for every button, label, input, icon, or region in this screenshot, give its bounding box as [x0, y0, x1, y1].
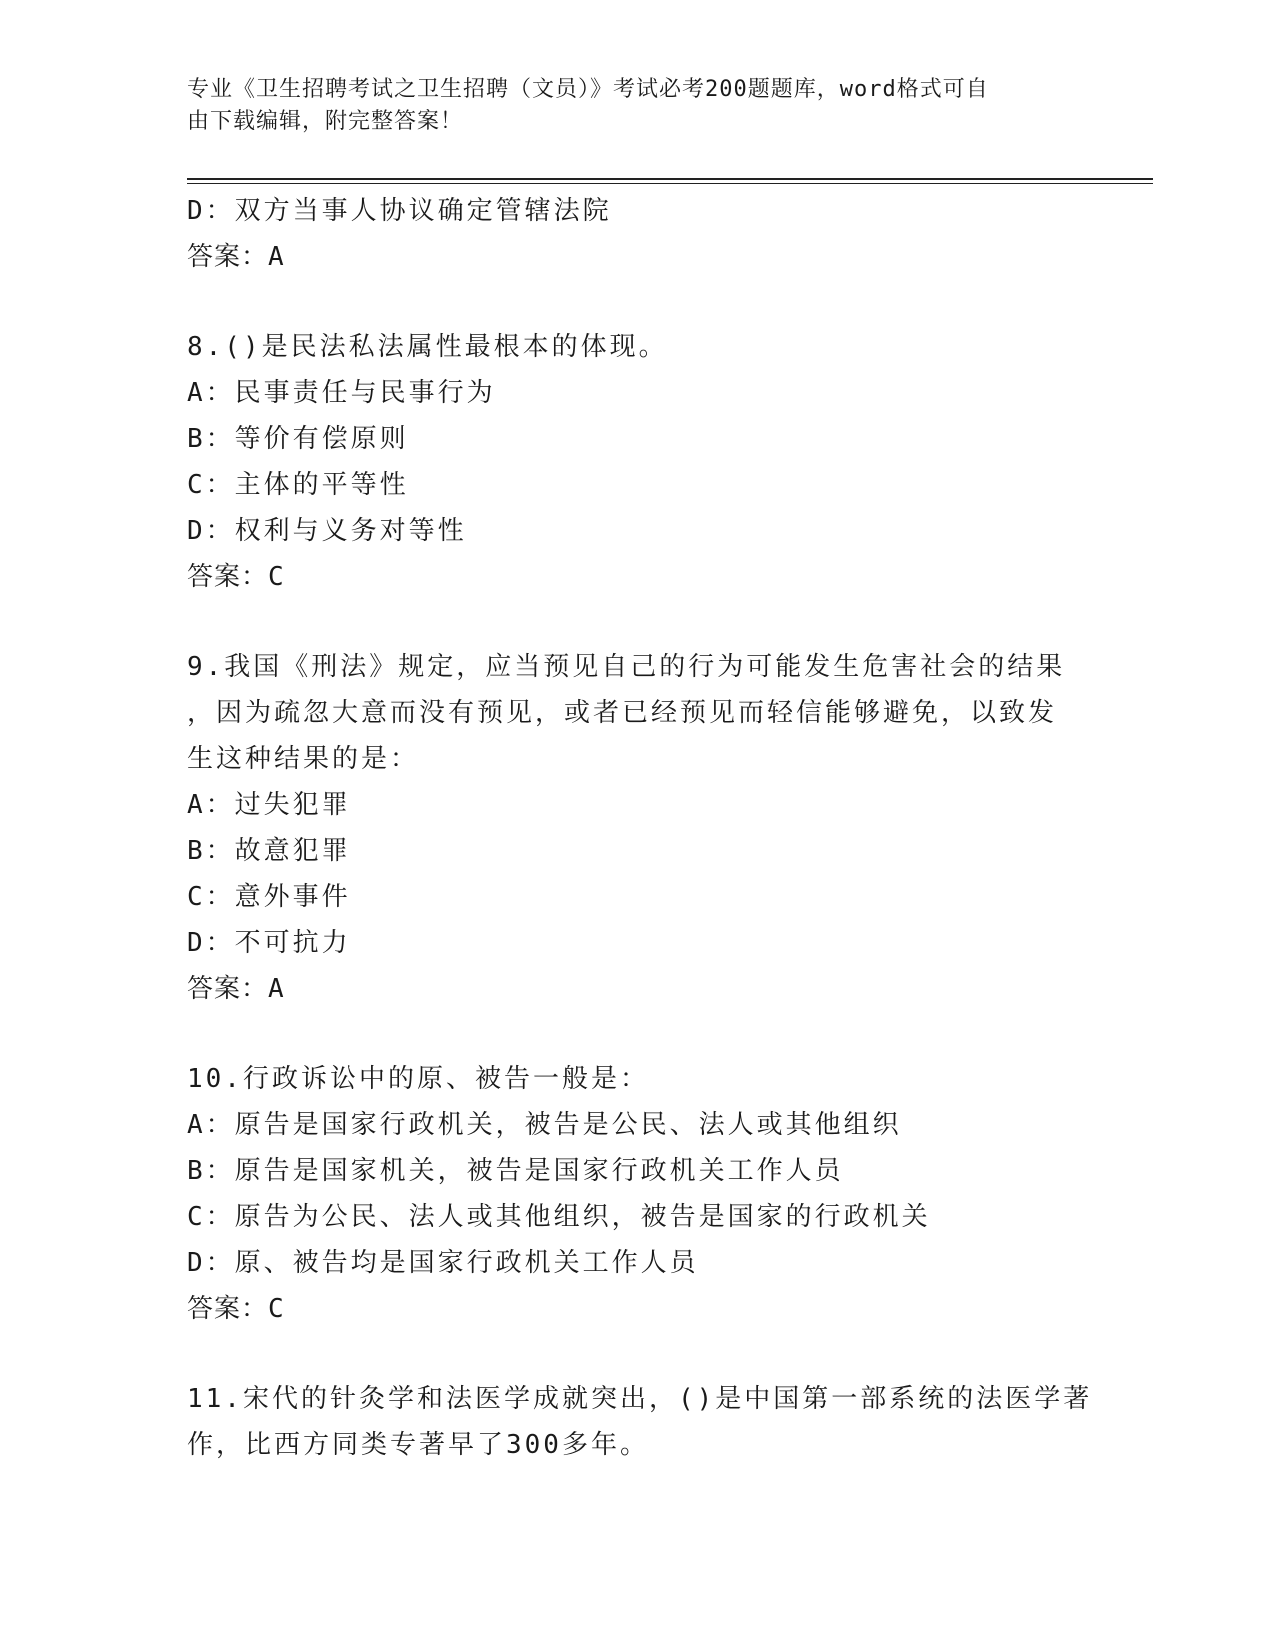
header-rule-thin [187, 183, 1153, 184]
option-b: B：等价有偿原则 [187, 424, 409, 454]
header-line-1: 专业《卫生招聘考试之卫生招聘（文员）》考试必考200题题库，word格式可自 [187, 77, 989, 102]
option-b: B：原告是国家机关，被告是国家行政机关工作人员 [187, 1156, 844, 1186]
question-9 [187, 644, 1087, 1012]
answer-label: 答案： [187, 974, 269, 1004]
question-10 [187, 1056, 1087, 1332]
question-text: 10.行政诉讼中的原、被告一般是： [187, 1064, 649, 1094]
option-d: D：不可抗力 [187, 928, 351, 958]
answer-line [187, 966, 1087, 1012]
answer-value: C [268, 562, 285, 592]
question-text: 8.()是民法私法属性最根本的体现。 [187, 332, 668, 362]
option-a: A：原告是国家行政机关，被告是公民、法人或其他组织 [187, 1110, 902, 1140]
option-c: C：意外事件 [187, 882, 351, 912]
question-text-line-1: 9.我国《刑法》规定，应当预见自己的行为可能发生危害社会的结果 [187, 652, 1066, 682]
header-line-2: 由下载编辑，附完整答案！ [187, 109, 464, 134]
spacer [187, 1012, 1087, 1056]
option-d: D：原、被告均是国家行政机关工作人员 [187, 1248, 699, 1278]
answer-value: C [268, 1294, 285, 1324]
answer-value: A [268, 974, 285, 1004]
option-c: C：原告为公民、法人或其他组织，被告是国家的行政机关 [187, 1202, 931, 1232]
question-list [187, 188, 1093, 1468]
header-rule-thick [187, 178, 1153, 180]
answer-value: A [268, 242, 285, 272]
option-a: A：民事责任与民事行为 [187, 378, 496, 408]
document-header [187, 74, 1067, 138]
spacer [187, 280, 1087, 324]
answer-line [187, 234, 1087, 280]
question-11 [187, 1376, 1093, 1468]
option-c: C：主体的平等性 [187, 470, 409, 500]
answer-line [187, 554, 1087, 600]
spacer [187, 1332, 1087, 1376]
option-d: D：权利与义务对等性 [187, 516, 467, 546]
question-text-line-1: 11.宋代的针灸学和法医学成就突出，()是中国第一部系统的法医学著 [187, 1384, 1093, 1414]
question-text-line-2: ，因为疏忽大意而没有预见，或者已经预见而轻信能够避免，以致发 [187, 698, 1058, 728]
option-d: D：双方当事人协议确定管辖法院 [187, 196, 612, 226]
question-text-line-3: 生这种结果的是： [187, 744, 420, 774]
answer-line [187, 1286, 1087, 1332]
answer-label: 答案： [187, 1294, 269, 1324]
answer-label: 答案： [187, 562, 269, 592]
question-8 [187, 324, 1087, 600]
option-b: B：故意犯罪 [187, 836, 351, 866]
question-text-line-2: 作，比西方同类专著早了300多年。 [187, 1430, 649, 1460]
spacer [187, 600, 1087, 644]
answer-label: 答案： [187, 242, 269, 272]
option-a: A：过失犯罪 [187, 790, 351, 820]
